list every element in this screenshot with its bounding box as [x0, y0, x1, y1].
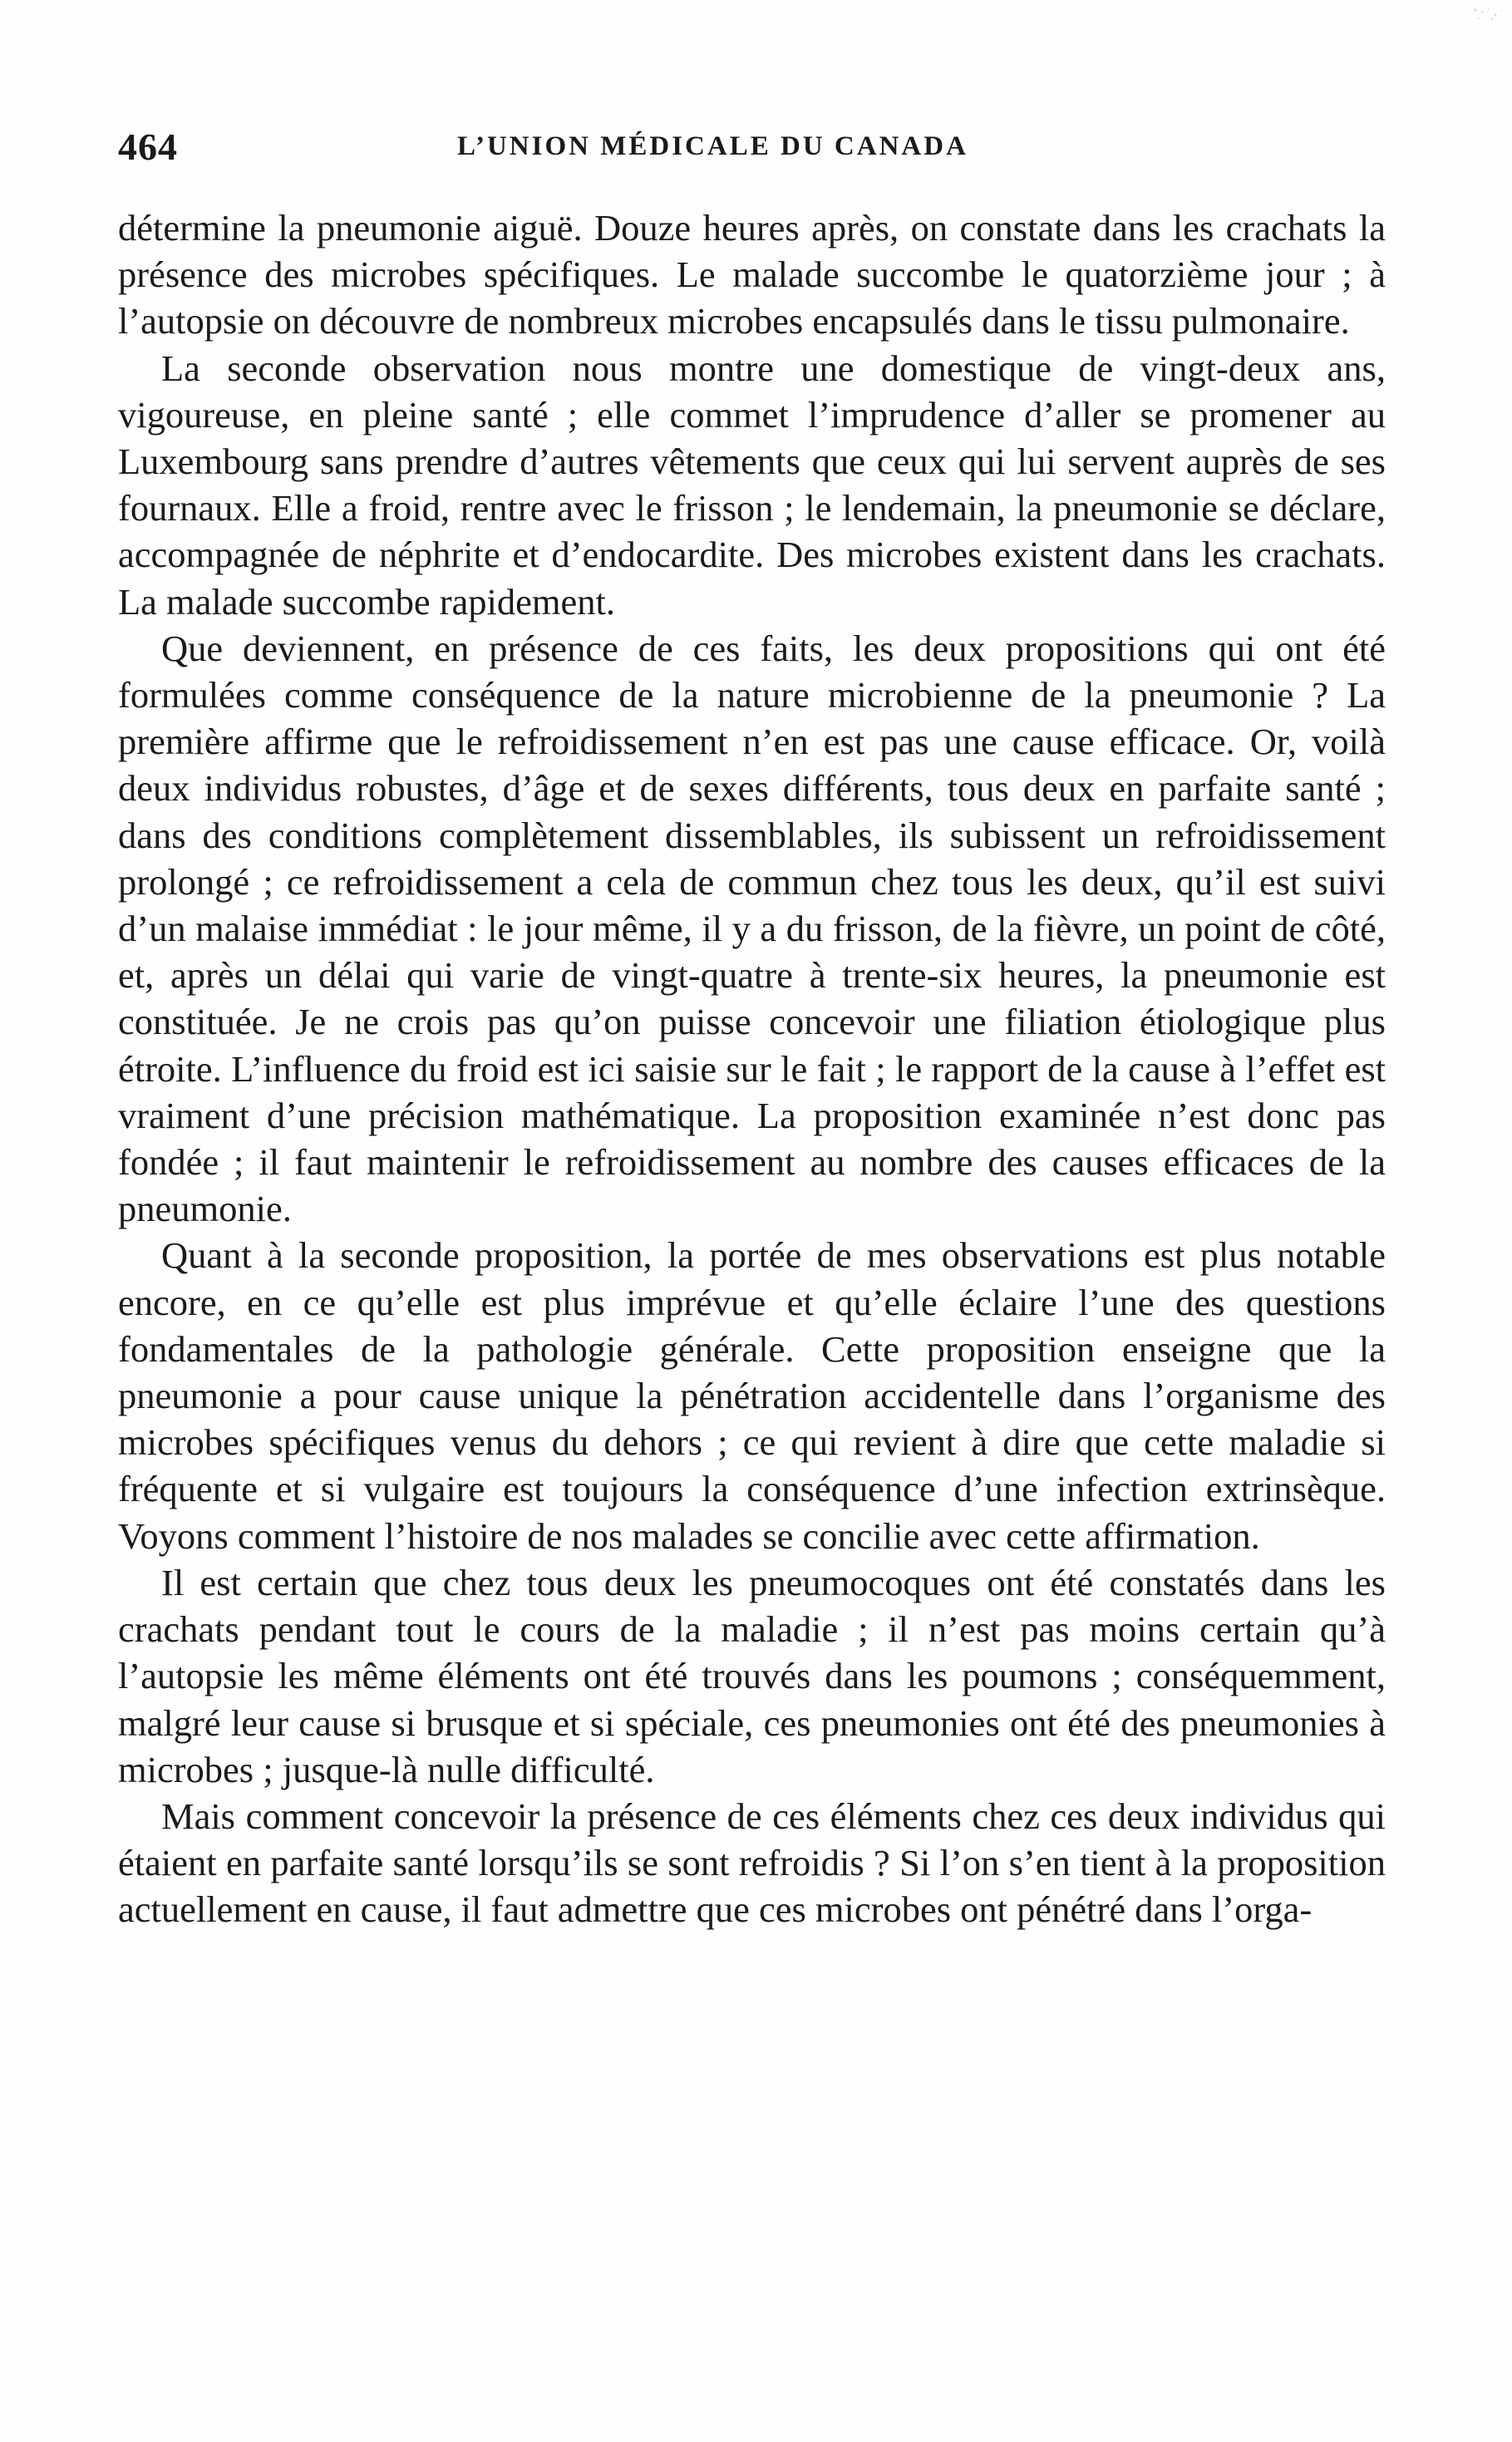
page-header: [118, 125, 1390, 175]
paragraph: La seconde observation nous montre une domestique de vingt-deux ans, vigoureuse, en pleine santé ; elle commet l’imprudence d’aller se promener au Luxembourg sans prendre d’autres vêtements que ceux qui lui servent auprès de ses fournaux. Elle a froid, rentre avec le frisson ; le lendemain, la pneumonie se déclare, accompagnée de néphrite et d’endocardite. Des microbes existent dans les crachats. La malade succombe rapidement.: [118, 347, 1386, 623]
paragraph: Quant à la seconde proposition, la portée de mes observations est plus notable encore, en ce qu’elle est plus imprévue et qu’elle éclaire l’une des questions fondamentales de la pathologie générale. Cette proposition enseigne que la pneumonie a pour cause unique la pénétration accidentelle dans l’organisme des microbes spécifiques venus du dehors ; ce qui revient à dire que cette maladie si fréquente et si vulgaire est toujours la conséquence d’une infection extrinsèque. Voyons comment l’histoire de nos malades se concilie avec cette affirmation.: [118, 1234, 1386, 1557]
paragraph: Il est certain que chez tous deux les pneumocoques ont été constatés dans les crachats pendant tout le cours de la maladie ; il n’est pas moins certain qu’à l’autopsie les même éléments ont été trouvés dans les poumons ; conséquemment, malgré leur cause si brusque et si spéciale, ces pneumonies ont été des pneumonies à microbes ; jusque-là nulle difficulté.: [118, 1561, 1386, 1790]
paragraph: Mais comment concevoir la présence de ces éléments chez ces deux individus qui étaient en parfaite santé lorsqu’ils se sont refroidis ? Si l’on s’en tient à la proposition actuellement en cause, il faut admettre que ces microbes ont pénétré dans l’orga-: [118, 1795, 1386, 1931]
body-text: [118, 204, 1386, 1933]
running-title: L’UNION MÉDICALE DU CANADA: [457, 131, 968, 161]
page-number: 464: [118, 126, 178, 168]
paragraph: Que deviennent, en présence de ces faits, les deux propositions qui ont été formulées comme conséquence de la nature microbienne de la pneumonie ? La première affirme que le refroidissement n’en est pas une cause efficace. Or, voilà deux individus robustes, d’âge et de sexes différents, tous deux en parfaite santé ; dans des conditions complètement dissemblables, ils subissent un refroidissement prolongé ; ce refroidissement a cela de commun chez tous les deux, qu’il est suivi d’un malaise immédiat : le jour même, il y a du frisson, de la fièvre, un point de côté, et, après un délai qui varie de vingt-quatre à trente-six heures, la pneumonie est constituée. Je ne crois pas qu’on puisse concevoir une filiation étiologique plus étroite. L’influence du froid est ici saisie sur le fait ; le rapport de la cause à l’effet est vraiment d’une précision mathématique. La proposition examinée n’est donc pas fondée ; il faut maintenir le refroidissement au nombre des causes efficaces de la pneumonie.: [118, 627, 1386, 1230]
paragraph: détermine la pneumonie aiguë. Douze heures après, on constate dans les crachats la présence des microbes spécifiques. Le malade succombe le quatorzième jour ; à l’autopsie on découvre de nombreux microbes encapsulés dans le tissu pulmonaire.: [118, 207, 1386, 342]
page-corner-speck: [1470, 5, 1505, 23]
